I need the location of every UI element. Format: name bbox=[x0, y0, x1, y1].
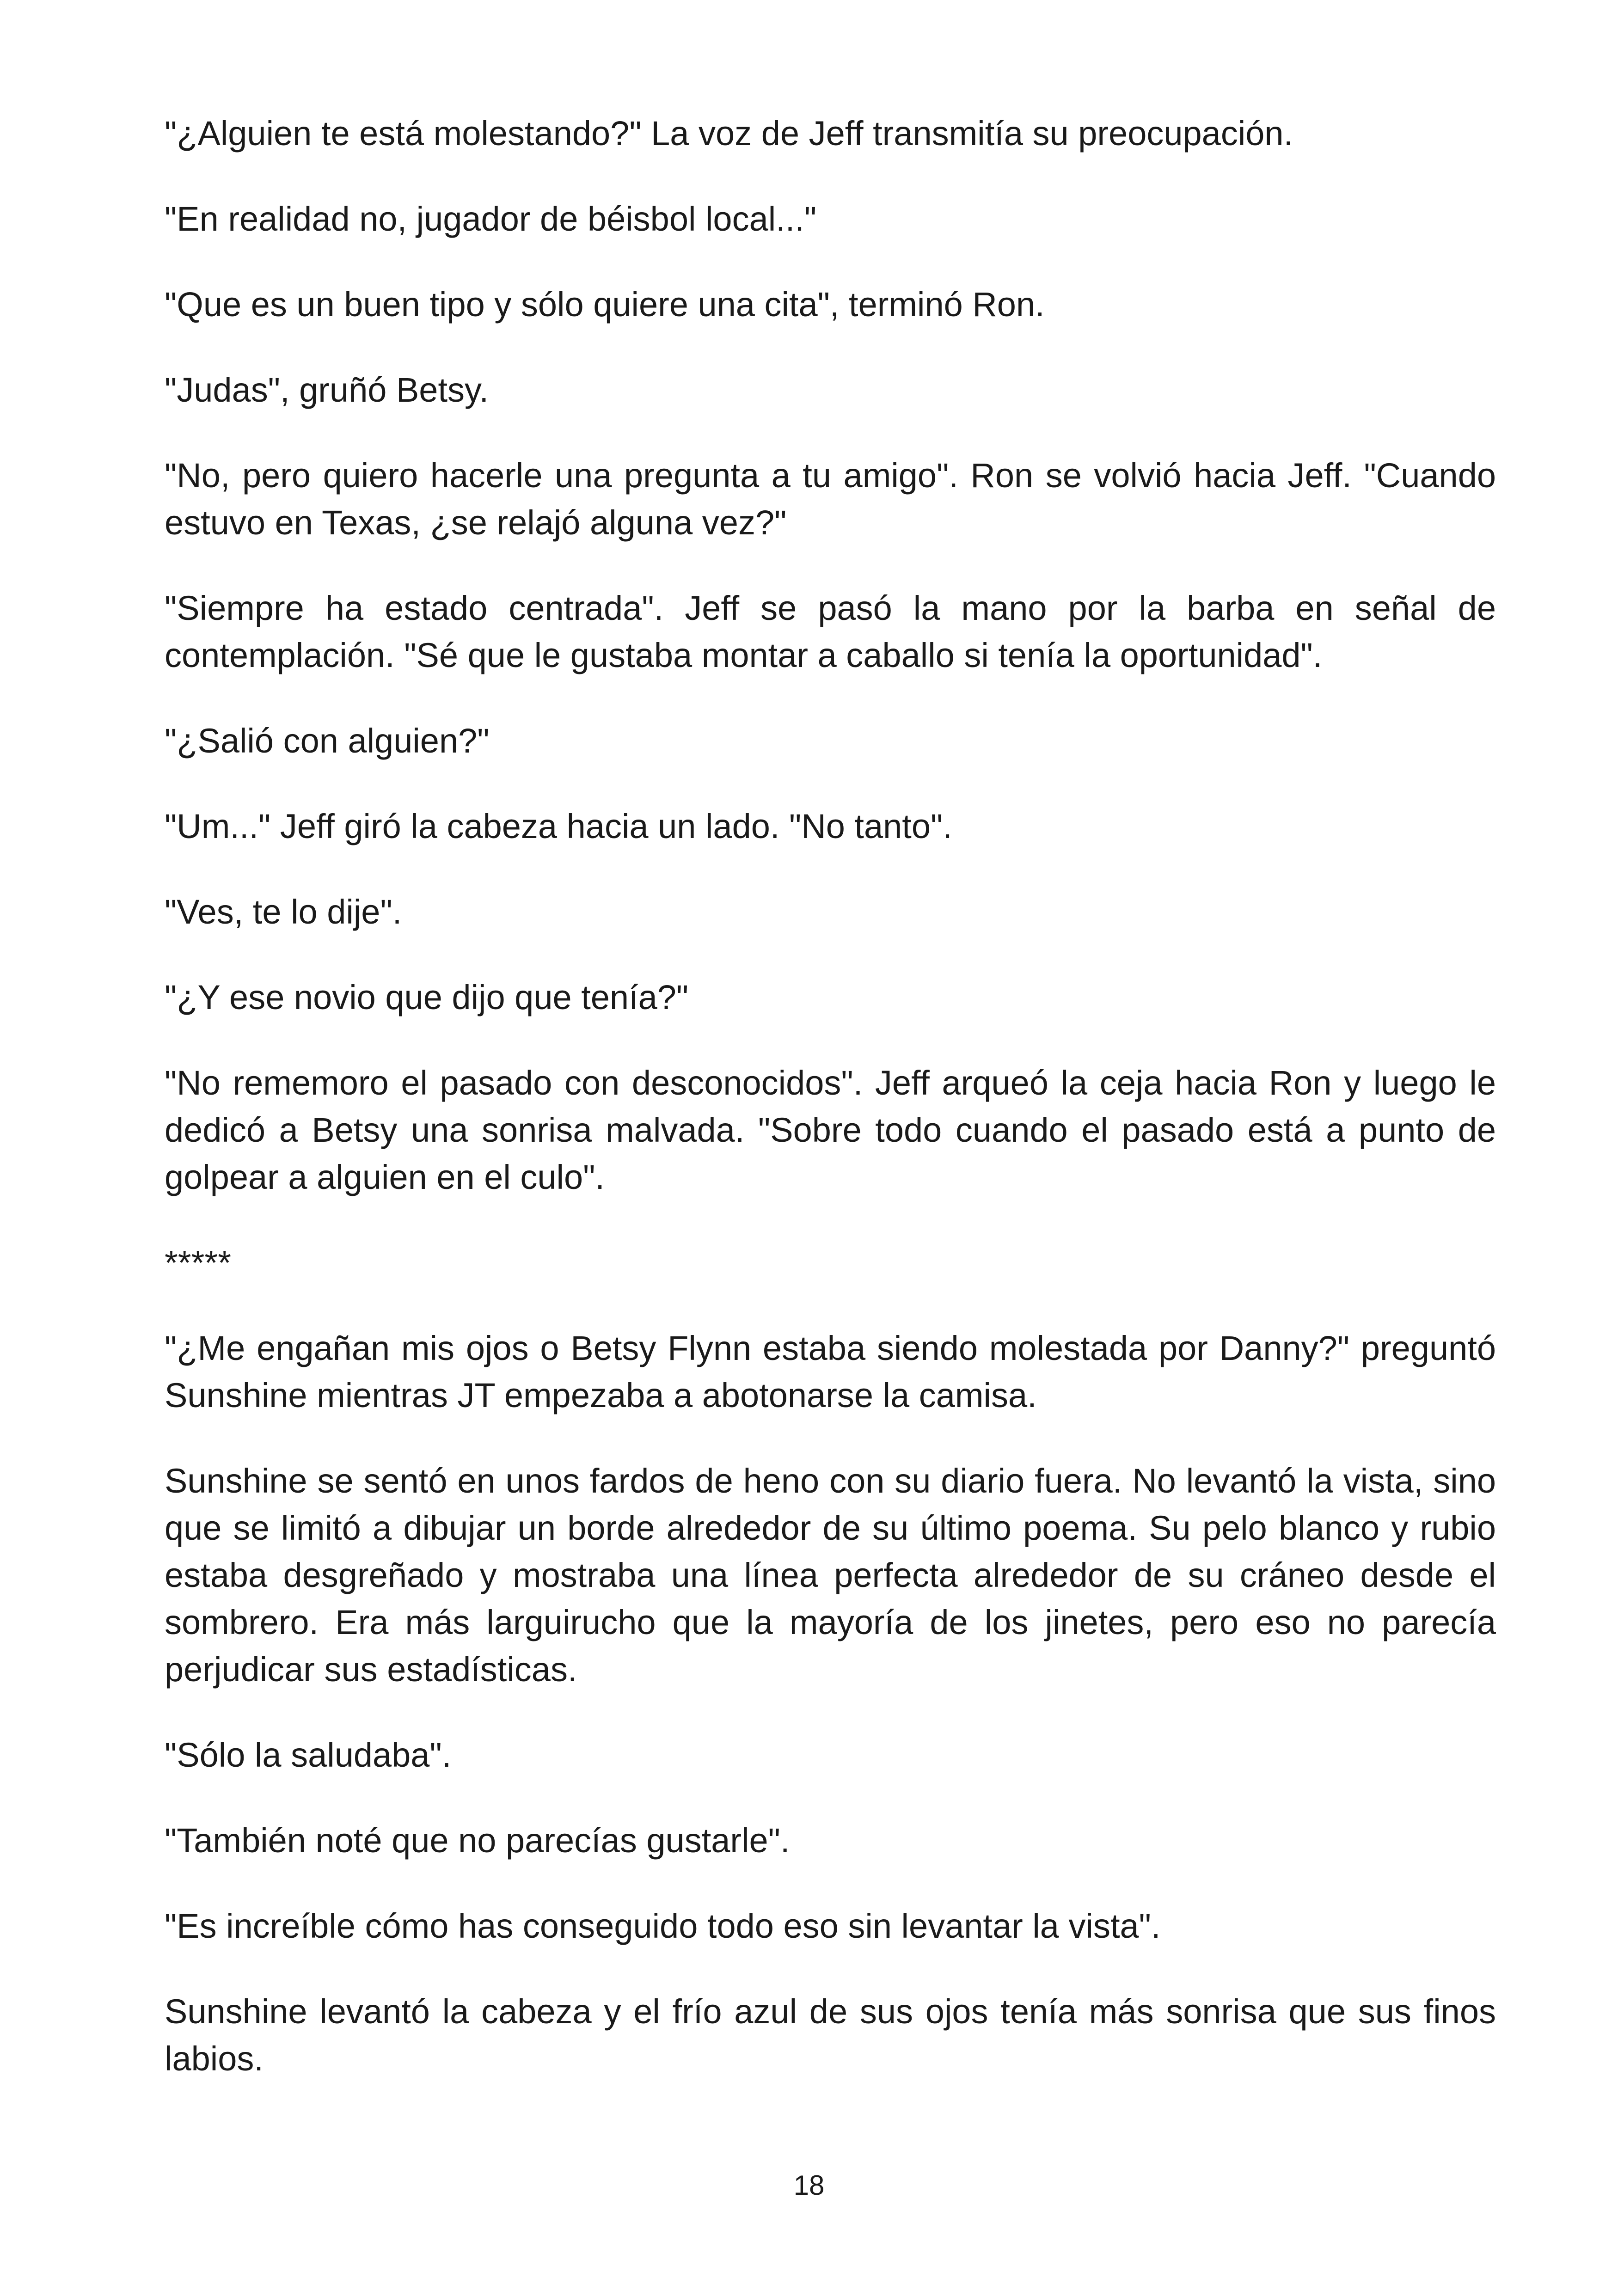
paragraph: "Um..." Jeff giró la cabeza hacia un lado. "No tanto". bbox=[165, 807, 952, 845]
paragraph: "¿Y ese novio que dijo que tenía?" bbox=[165, 978, 689, 1016]
paragraph: "Siempre ha estado centrada". Jeff se pasó la mano por la barba en señal de contemplación. "Sé que le gustaba montar a caballo si tenía la oportunidad". bbox=[165, 589, 1496, 674]
page-number: 18 bbox=[793, 2170, 825, 2201]
paragraph: "También noté que no parecías gustarle". bbox=[165, 1821, 790, 1860]
paragraph: "Judas", gruñó Betsy. bbox=[165, 371, 489, 409]
paragraph: "¿Me engañan mis ojos o Betsy Flynn estaba siendo molestada por Danny?" preguntó Sunshine mientras JT empezaba a abotonarse la camisa. bbox=[165, 1329, 1496, 1414]
paragraph: "En realidad no, jugador de béisbol local..." bbox=[165, 200, 817, 238]
paragraph: "¿Salió con alguien?" bbox=[165, 722, 490, 760]
paragraph: "¿Alguien te está molestando?" La voz de Jeff transmitía su preocupación. bbox=[165, 114, 1293, 153]
section-break: ***** bbox=[165, 1243, 231, 1282]
paragraph: "Sólo la saludaba". bbox=[165, 1736, 452, 1774]
paragraph: "No, pero quiero hacerle una pregunta a tu amigo". Ron se volvió hacia Jeff. "Cuando estuvo en Texas, ¿se relajó alguna vez?" bbox=[165, 456, 1496, 542]
paragraph: "Que es un buen tipo y sólo quiere una cita", terminó Ron. bbox=[165, 285, 1045, 324]
body-text bbox=[165, 110, 1496, 2121]
paragraph: "Es increíble cómo has conseguido todo eso sin levantar la vista". bbox=[165, 1907, 1161, 1945]
paragraph: "No rememoro el pasado con desconocidos". Jeff arqueó la ceja hacia Ron y luego le dedicó a Betsy una sonrisa malvada. "Sobre todo cuando el pasado está a punto de golpear a alguien en el culo". bbox=[165, 1064, 1496, 1196]
paragraph: "Ves, te lo dije". bbox=[165, 893, 402, 931]
paragraph: Sunshine se sentó en unos fardos de heno con su diario fuera. No levantó la vista, sino que se limitó a dibujar un borde alrededor de su último poema. Su pelo blanco y rubio estaba desgreñado y mostraba una línea perfecta alrededor de su cráneo desde el sombrero. Era más larguirucho que la mayoría de los jinetes, pero eso no parecía perjudicar sus estadísticas. bbox=[165, 1462, 1496, 1689]
paragraph: Sunshine levantó la cabeza y el frío azul de sus ojos tenía más sonrisa que sus finos labios. bbox=[165, 1992, 1496, 2078]
